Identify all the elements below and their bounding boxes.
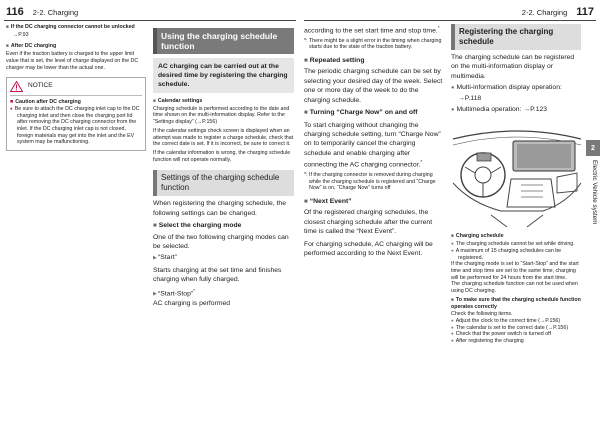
charge-now-heading: ■ Turning “Charge Now” on and off	[304, 108, 444, 117]
next-event-heading: ■ “Next Event”	[304, 197, 444, 206]
connector-unlock-heading: ■ If the DC charging connector cannot be unlocked	[6, 24, 146, 32]
notice-bullet: ● Be sure to attach the DC charging inlet cap to the DC charging inlet and then close the charging port lid after removing the DC charging connector from the inlet. If the DC charging inlet cap is not closed, foreign materials may get into the inlet and the EV system may be malfunctioning.	[10, 106, 142, 146]
calendar-settings-text-3: If the calendar information is wrong, the charging schedule function will not operate normally.	[153, 149, 291, 163]
start-stop-mode-text: “Start-Stop”	[157, 289, 194, 297]
registering-schedule-title: Registering the charging schedule	[451, 24, 581, 50]
notice-heading: ■ Caution after DC charging	[10, 99, 142, 106]
left-header	[6, 4, 78, 20]
schedule-note-3: If the charging mode is set to “Start-Stop” and the start time and stop time are set to the same time, charging will be performed for 24 hours from the start time.	[451, 261, 579, 281]
make-sure-item-2: ● The calendar is set to the correct date (→P.156)	[451, 325, 581, 332]
repeated-setting-heading: ■ Repeated setting	[304, 56, 444, 65]
right-section-title: 2-2. Charging	[521, 7, 568, 17]
charging-mode-text: One of the two following charging modes can be selected.	[153, 233, 289, 250]
start-stop-mode-description: AC charging is performed	[153, 300, 231, 308]
connector-unlock-ref: →P.93	[13, 31, 29, 38]
calendar-settings-text-2: If the calendar settings check screen is displayed when an attempt was made to register a charge schedule, check that the correct date is set. If it is incorrect, be sure to correct it.	[153, 127, 294, 148]
notice-header	[10, 81, 142, 96]
start-stop-continued-span: according to the set start time and stop time.	[304, 27, 438, 35]
left-col-1	[6, 24, 146, 151]
using-schedule-title: Using the charging schedule function	[153, 28, 294, 54]
right-col-2	[451, 24, 581, 345]
right-header	[522, 4, 594, 20]
left-section-title: 2-2. Charging	[32, 7, 79, 17]
start-stop-continued-text: according to the set start time and stop time.*	[304, 26, 440, 35]
settings-intro-text: When registering the charging schedule, the following settings can be changed.	[153, 200, 286, 217]
charge-now-text: To start charging without changing the charging schedule setting, turn “Charge Now” on to temporarily cancel the charging schedule and enable charging after connecting the AC charging connector.*	[304, 121, 441, 169]
make-sure-item-3: ● Check that the power switch is turned off	[451, 331, 581, 338]
left-page-number: 116	[6, 6, 24, 18]
chapter-tab: 2	[586, 140, 600, 156]
make-sure-text: Check the following items.	[451, 311, 513, 318]
charge-now-text-span: To start charging without changing the charging schedule setting, turn “Charge Now” on to temporarily cancel the charging schedule and enable charging after connecting the AC charging connector.	[304, 121, 441, 169]
schedule-note-1: ● The charging schedule cannot be set while driving.	[451, 241, 581, 248]
make-sure-item-4: ● After registering the charging	[451, 338, 581, 345]
notice-title: NOTICE	[28, 82, 53, 90]
multimedia-operation-bullet: ● Multimedia operation: →P.123	[451, 105, 581, 115]
notice-box	[6, 77, 146, 151]
settings-schedule-title: Settings of the charging schedule function	[153, 170, 294, 196]
charge-now-footnote: *: If the charging connector is removed during charging while the charging schedule is registered and “Charge Now” is on, “Charge Now” turns off	[304, 171, 436, 192]
chapter-side-label: Electric Vehicle system	[591, 160, 598, 225]
charging-schedule-notes	[451, 233, 581, 344]
after-dc-heading: ■ After DC charging	[6, 43, 146, 51]
right-page	[300, 0, 600, 439]
schedule-callout: AC charging can be carried out at the desired time by registering the charging schedule.	[153, 58, 294, 93]
next-event-text-2: For charging schedule, AC charging will be performed according to the Next Event.	[304, 240, 433, 257]
start-stop-mode-label: ▶ “Start-Stop”*	[153, 287, 294, 300]
mid-operation-bullet: ● Multi-information display operation: →P.118	[451, 83, 581, 103]
charging-schedule-heading: ■ Charging schedule	[451, 233, 581, 241]
make-sure-heading: ■ To make sure that the charging schedule function operates correctly	[451, 297, 581, 311]
right-page-number: 117	[576, 6, 594, 18]
calendar-settings-heading: ■ Calendar settings	[153, 98, 294, 106]
registering-intro-text: The charging schedule can be registered on the multi-information display or multimedia.	[451, 54, 575, 80]
after-dc-text: Even if the traction battery is charged to the upper limit value that is set, the level of charge displayed on the DC charger may be lower than the actual one.	[6, 51, 139, 71]
start-mode-text: “Start”	[157, 254, 177, 262]
timing-footnote: *: There might be a slight error in the timing when charging starts due to the state of the traction battery.	[304, 37, 442, 51]
calendar-settings-block	[153, 98, 294, 163]
left-col-2	[153, 28, 294, 309]
start-mode-label	[153, 253, 294, 263]
right-header-rule	[304, 20, 596, 21]
charge-now-footnote-text: If the charging connector is removed during charging while the charging schedule is registered and “Charge Now” is on, “Charge Now” turns off	[309, 171, 436, 192]
left-header-rule	[4, 20, 296, 21]
warning-triangle-icon	[10, 81, 23, 92]
next-event-text-1: Of the registered charging schedules, the closest charging schedule after the current time is called the “Next Event”.	[304, 209, 433, 236]
calendar-settings-text-1: Charging schedule is performed according to the date and time shown on the multi-information display. Refer to the “Settings display” (→P.156)	[153, 105, 290, 126]
schedule-note-4: The charging schedule function can not be used when using DC charging.	[451, 281, 578, 295]
charging-mode-heading: ■ Select the charging mode	[153, 221, 294, 230]
timing-footnote-text: There might be a slight error in the timing when charging starts due to the state of the traction battery.	[308, 37, 442, 51]
schedule-note-2: ● A maximum of 15 charging schedules can be registered.	[451, 248, 581, 261]
start-mode-description: Starts charging at the set time and finishes charging when fully charged.	[153, 266, 282, 284]
dashboard-illustration	[451, 119, 583, 231]
make-sure-item-1: ● Adjust the clock to the correct time (→P.156)	[451, 318, 581, 325]
right-col-1	[304, 24, 444, 258]
repeated-setting-text: The periodic charging schedule can be set by selecting your desired day of the week. Select one or more day of the week to do the charging schedule.	[304, 68, 443, 104]
